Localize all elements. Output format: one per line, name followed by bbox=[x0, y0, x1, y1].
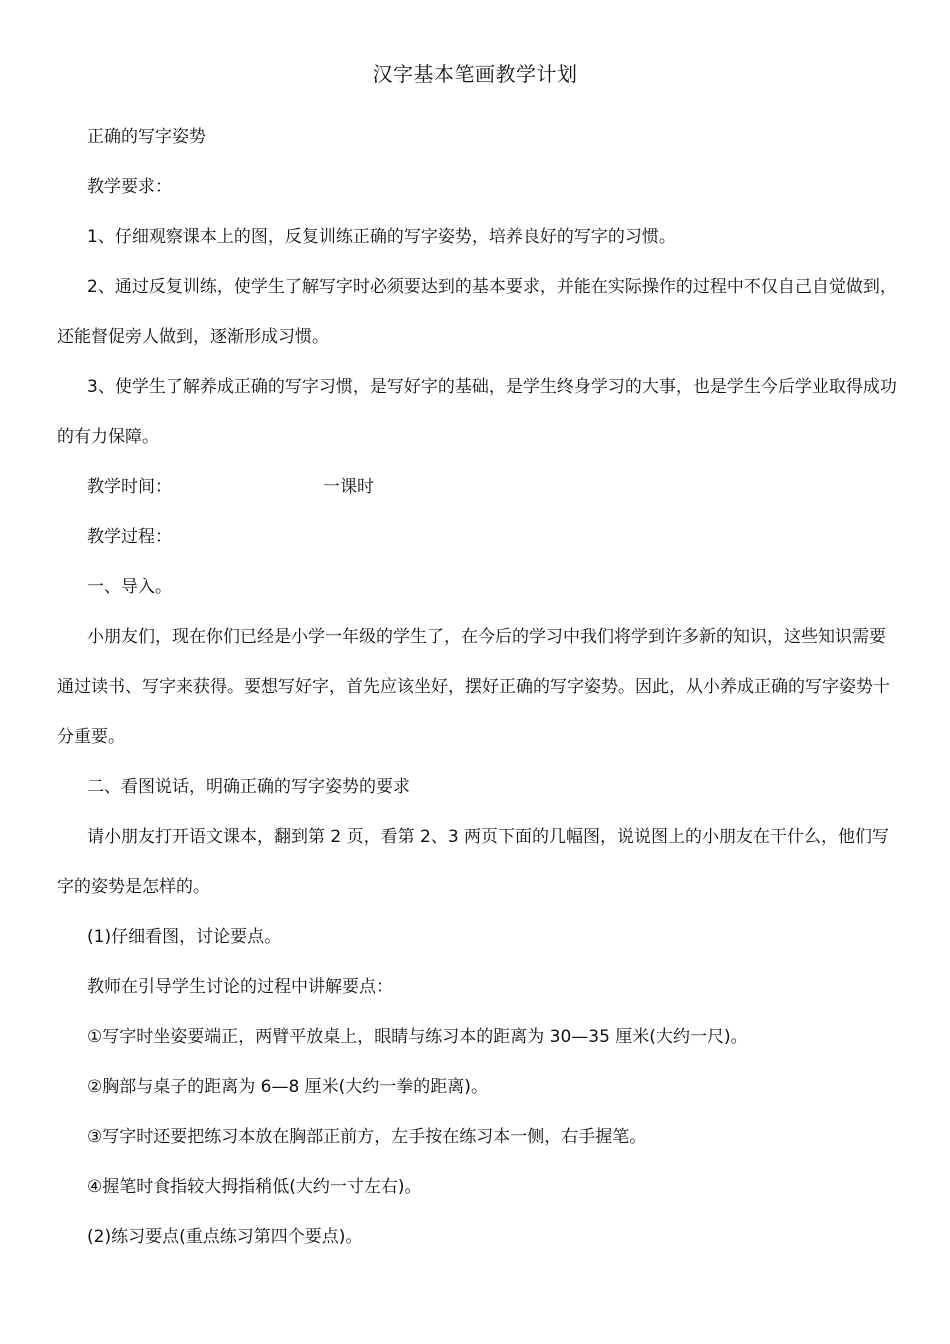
teaching-time-label: 教学时间： bbox=[87, 477, 172, 497]
section-paragraph: 请小朋友打开语文课本，翻到第 2 页，看第 2、3 两页下面的几幅图，说说图上的小朋友在干什么，他们写字的姿势是怎样的。 bbox=[57, 827, 890, 897]
teaching-time-row bbox=[57, 462, 897, 512]
section-heading: 一、导入。 bbox=[87, 577, 172, 597]
requirement-item: 2、通过反复训练，使学生了解写字时必须要达到的基本要求，并能在实际操作的过程中不仅自己自觉做到，还能督促旁人做到，逐渐形成习惯。 bbox=[57, 277, 897, 347]
teaching-time-value: 一课时 bbox=[323, 477, 374, 497]
subtitle: 正确的写字姿势 bbox=[87, 127, 206, 147]
document-title: 汉字基本笔画教学计划 bbox=[372, 62, 578, 86]
point-item: ①写字时坐姿要端正，两臂平放桌上，眼睛与练习本的距离为 30—35 厘米(大约一尺)。 bbox=[87, 1027, 748, 1047]
requirements-heading: 教学要求： bbox=[87, 177, 172, 197]
teacher-intro: 教师在引导学生讨论的过程中讲解要点： bbox=[87, 977, 393, 997]
point-item: ④握笔时食指较大拇指稍低(大约一寸左右)。 bbox=[87, 1177, 422, 1197]
document-body bbox=[57, 112, 897, 1262]
point-item: ③写字时还要把练习本放在胸部正前方，左手按在练习本一侧，右手握笔。 bbox=[87, 1127, 647, 1147]
section-heading: 二、看图说话，明确正确的写字姿势的要求 bbox=[87, 777, 410, 797]
requirement-item: 3、使学生了解养成正确的写字习惯，是写好字的基础，是学生终身学习的大事，也是学生今后学业取得成功的有力保障。 bbox=[57, 377, 897, 447]
section-paragraph: 小朋友们，现在你们已经是小学一年级的学生了，在今后的学习中我们将学到许多新的知识，这些知识需要通过读书、写字来获得。要想写好字，首先应该坐好，摆好正确的写字姿势。因此，从小养成正确的写字姿势十分重要。 bbox=[57, 627, 890, 747]
requirement-item: 1、仔细观察课本上的图，反复训练正确的写字姿势，培养良好的写字的习惯。 bbox=[87, 227, 676, 247]
step-item: (1)仔细看图，讨论要点。 bbox=[87, 927, 282, 947]
point-item: ②胸部与桌子的距离为 6—8 厘米(大约一拳的距离)。 bbox=[87, 1077, 488, 1097]
step-item: (2)练习要点(重点练习第四个要点)。 bbox=[87, 1227, 363, 1247]
process-heading: 教学过程： bbox=[87, 527, 172, 547]
